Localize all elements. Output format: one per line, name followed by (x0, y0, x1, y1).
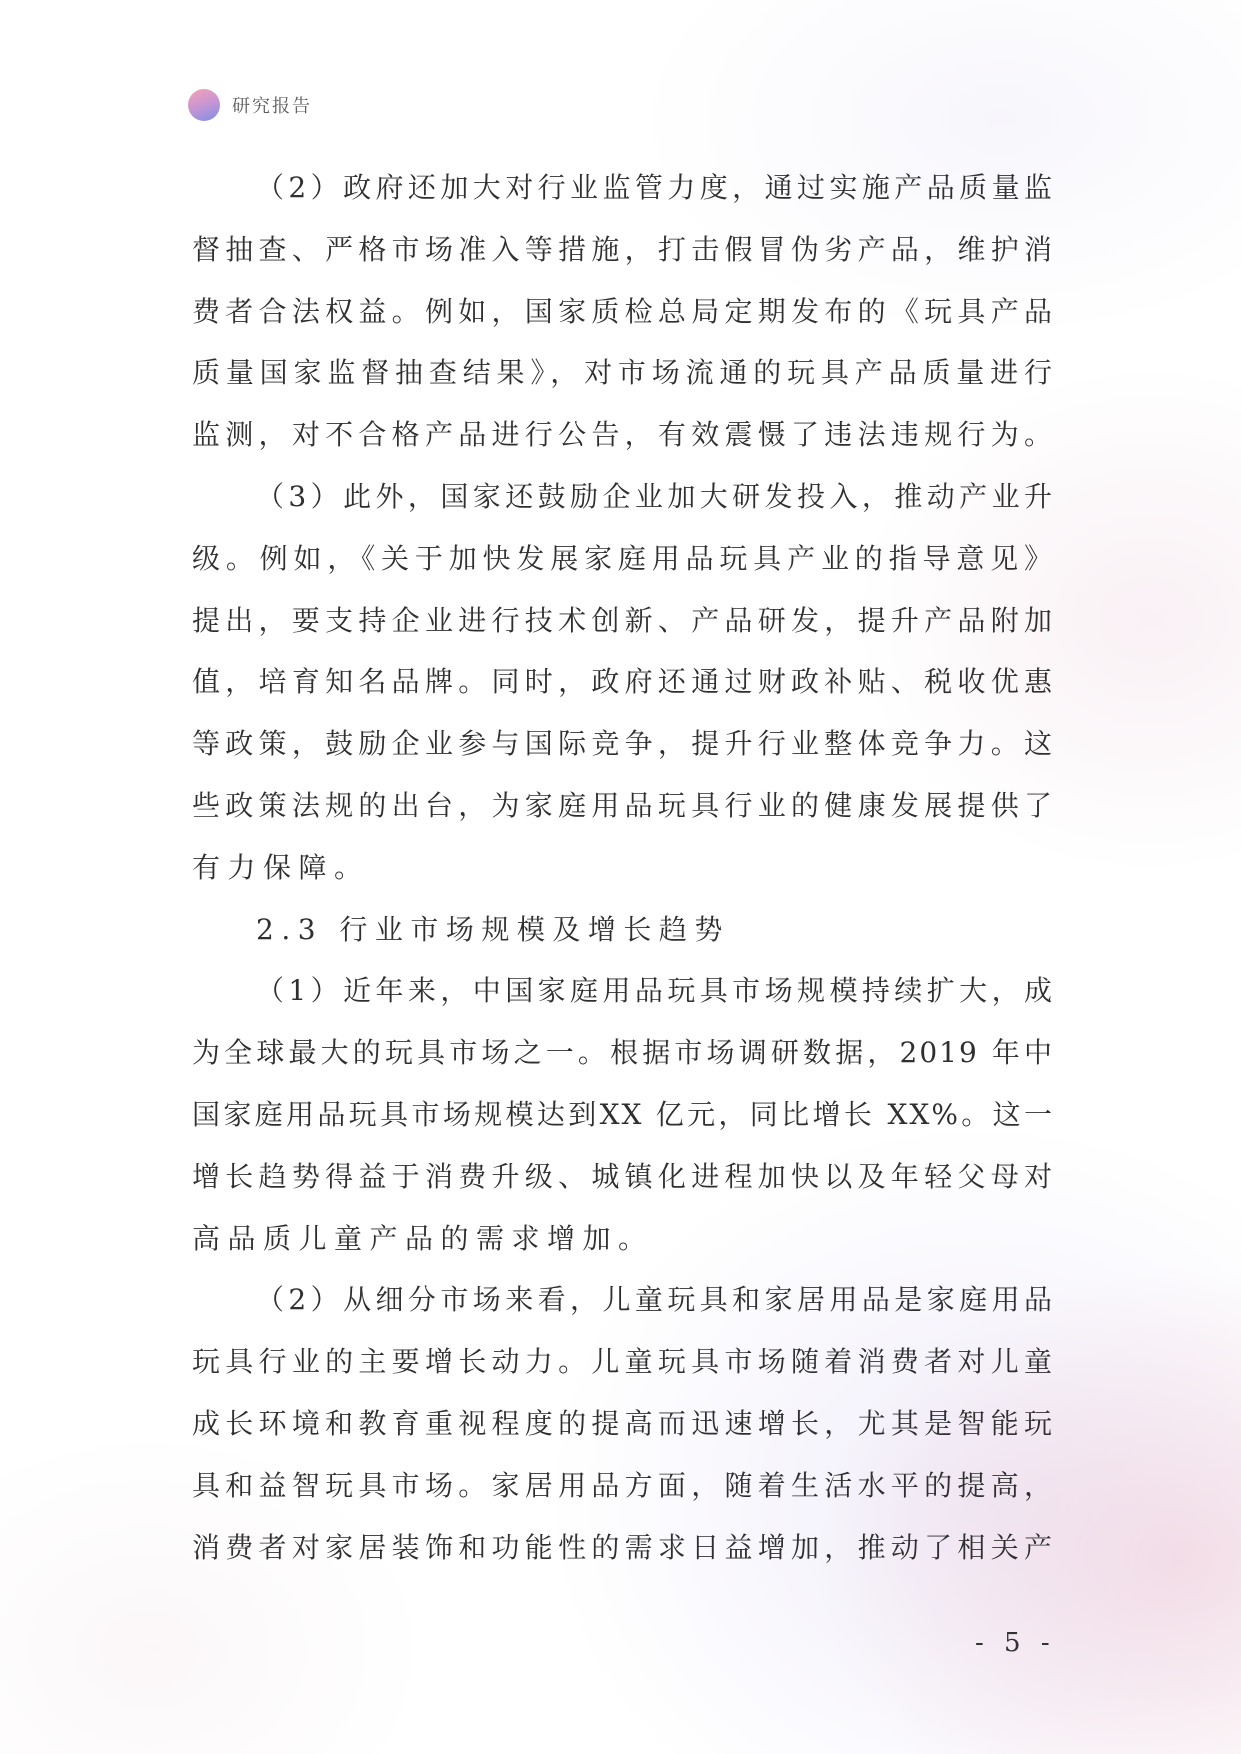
section-heading: 2.3 行业市场规模及增长趋势 (256, 912, 730, 946)
text-line: 消费者对家居装饰和功能性的需求日益增加，推动了相关产 (192, 1530, 1054, 1564)
text-line: （2）从细分市场来看，儿童玩具和家居用品是家庭用品 (256, 1283, 1054, 1317)
page-number: - 5 - (975, 1628, 1056, 1658)
text-line: 增长趋势得益于消费升级、城镇化进程加快以及年轻父母对 (192, 1159, 1054, 1193)
text-line: （3）此外，国家还鼓励企业加大研发投入，推动产业升 (256, 479, 1054, 513)
text-line: 玩具行业的主要增长动力。儿童玩具市场随着消费者对儿童 (192, 1345, 1054, 1379)
text-line: 提出，要支持企业进行技术创新、产品研发，提升产品附加 (192, 603, 1054, 637)
text-line: 国家庭用品玩具市场规模达到XX 亿元，同比增长 XX%。这一 (192, 1097, 1054, 1131)
text-line: 质量国家监督抽查结果》，对市场流通的玩具产品质量进行 (192, 356, 1054, 390)
text-line: 高品质儿童产品的需求增加。 (192, 1221, 654, 1255)
text-line: （2）政府还加大对行业监管力度，通过实施产品质量监 (256, 171, 1054, 204)
text-line: 具和益智玩具市场。家居用品方面，随着生活水平的提高， (192, 1468, 1054, 1502)
text-line: 有力保障。 (192, 850, 370, 884)
header-title: 研究报告 (232, 96, 312, 117)
text-line: 级。例如，《关于加快发展家庭用品玩具产业的指导意见》 (192, 541, 1054, 575)
paragraph (192, 157, 1054, 466)
paragraph (192, 960, 1054, 1269)
paragraph (192, 466, 1054, 899)
text-line: 为全球最大的玩具市场之一。根据市场调研数据，2019 年中 (192, 1036, 1054, 1070)
text-line: 等政策，鼓励企业参与国际竞争，提升行业整体竞争力。这 (192, 727, 1054, 761)
report-logo-icon (188, 89, 220, 121)
text-line: 成长环境和教育重视程度的提高而迅速增长，尤其是智能玩 (192, 1406, 1054, 1440)
paragraph (192, 1269, 1054, 1578)
text-line: 监测，对不合格产品进行公告，有效震慑了违法违规行为。 (192, 418, 1054, 452)
text-line: （1）近年来，中国家庭用品玩具市场规模持续扩大，成 (256, 974, 1054, 1008)
text-line: 些政策法规的出台，为家庭用品玩具行业的健康发展提供了 (192, 788, 1054, 822)
page-header (188, 89, 312, 121)
document-body (192, 157, 1054, 1578)
text-line: 费者合法权益。例如，国家质检总局定期发布的《玩具产品 (192, 294, 1054, 328)
text-line: 值，培育知名品牌。同时，政府还通过财政补贴、税收优惠 (192, 665, 1054, 699)
text-line: 督抽查、严格市场准入等措施，打击假冒伪劣产品，维护消 (192, 232, 1054, 266)
